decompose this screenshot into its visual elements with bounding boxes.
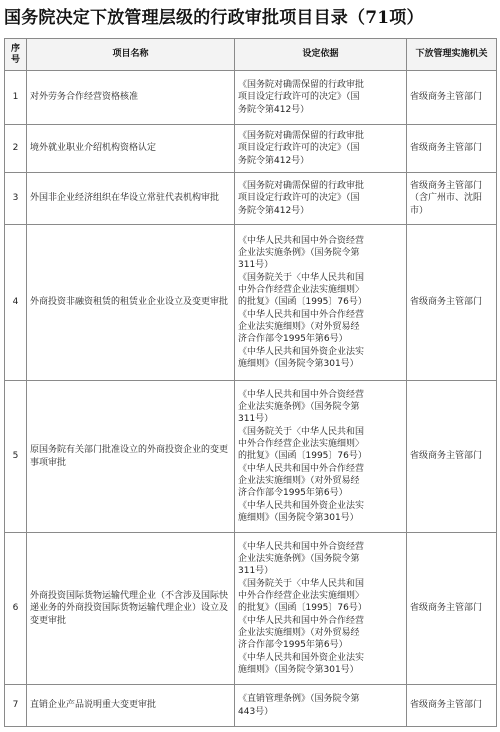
table-row xyxy=(5,381,497,533)
basis-line: 《中华人民共和国中外合作经营 xyxy=(238,615,365,626)
basis-line: 《中华人民共和国外资企业法实 xyxy=(238,500,365,511)
basis-line: 济合作部令1995年第6号） xyxy=(238,640,348,651)
row-agency: 省级商务主管部门 xyxy=(407,71,497,125)
header-basis: 设定依据 xyxy=(235,39,407,71)
row-item-name: 对外劳务合作经营资格核准 xyxy=(27,71,235,125)
row-seq: 2 xyxy=(5,125,27,173)
basis-line: 务院令第412号） xyxy=(238,205,310,216)
basis-line: 企业法实施条例》（国务院令第 xyxy=(238,248,360,259)
basis-line: 443号） xyxy=(238,706,274,717)
table-row xyxy=(5,173,497,225)
basis-line: 的批复》（国函〔1995〕76号） xyxy=(238,451,367,462)
basis-line: 《中华人民共和国中外合资经营 xyxy=(238,389,365,400)
basis-line: 企业法实施细则》（对外贸易经 xyxy=(238,321,360,332)
table-row xyxy=(5,533,497,685)
basis-line: 《中华人民共和国中外合资经营 xyxy=(238,235,365,246)
table-row xyxy=(5,225,497,381)
row-agency: 省级商务主管部门 xyxy=(407,381,497,533)
table-row xyxy=(5,71,497,125)
basis-line: 《中华人民共和国中外合作经营 xyxy=(238,463,365,474)
header-seq: 序号 xyxy=(5,39,27,71)
basis-line: 务院令第412号） xyxy=(238,155,310,166)
basis-line: 项目设定行政许可的决定》（国 xyxy=(238,143,360,154)
row-seq: 3 xyxy=(5,173,27,225)
basis-line: 企业法实施细则》（对外贸易经 xyxy=(238,627,360,638)
row-legal-basis xyxy=(235,685,407,727)
row-agency: 省级商务主管部门 xyxy=(407,685,497,727)
approval-items-table xyxy=(4,38,497,727)
basis-line: 《国务院关于〈中华人民共和国 xyxy=(238,272,365,283)
row-seq: 7 xyxy=(5,685,27,727)
table-row xyxy=(5,125,497,173)
basis-line: 施细则》（国务院令第301号） xyxy=(238,512,359,523)
basis-line: 311号） xyxy=(238,260,274,271)
basis-line: 《中华人民共和国中外合作经营 xyxy=(238,309,365,320)
row-legal-basis xyxy=(235,533,407,685)
basis-line: 济合作部令1995年第6号） xyxy=(238,488,348,499)
row-legal-basis xyxy=(235,381,407,533)
basis-line: 《直销管理条例》（国务院令第 xyxy=(238,694,360,705)
basis-line: 中外合作经营企业法实施细则〉 xyxy=(238,439,365,450)
basis-line: 项目设定行政许可的决定》（国 xyxy=(238,193,360,204)
basis-line: 济合作部令1995年第6号） xyxy=(238,334,348,345)
basis-line: 项目设定行政许可的决定》（国 xyxy=(238,92,360,103)
row-item-name: 外商投资国际货物运输代理企业（不含涉及国际快递业务的外商投资国际货物运输代理企业）设立及变更审批 xyxy=(27,533,235,685)
basis-line: 务院令第412号） xyxy=(238,104,310,115)
header-name: 项目名称 xyxy=(27,39,235,71)
basis-line: 《国务院关于〈中华人民共和国 xyxy=(238,426,365,437)
row-seq: 4 xyxy=(5,225,27,381)
row-item-name: 外商投资非融资租赁的租赁业企业设立及变更审批 xyxy=(27,225,235,381)
basis-line: 《国务院对确需保留的行政审批 xyxy=(238,131,365,142)
header-agency: 下放管理实施机关 xyxy=(407,39,497,71)
row-legal-basis xyxy=(235,225,407,381)
row-seq: 5 xyxy=(5,381,27,533)
basis-line: 《国务院对确需保留的行政审批 xyxy=(238,181,365,192)
basis-line: 企业法实施细则》（对外贸易经 xyxy=(238,475,360,486)
row-item-name: 原国务院有关部门批准设立的外商投资企业的变更事项审批 xyxy=(27,381,235,533)
basis-line: 311号） xyxy=(238,566,274,577)
basis-line: 施细则》（国务院令第301号） xyxy=(238,358,359,369)
basis-line: 企业法实施条例》（国务院令第 xyxy=(238,402,360,413)
row-agency: 省级商务主管部门 xyxy=(407,125,497,173)
row-legal-basis xyxy=(235,173,407,225)
row-seq: 6 xyxy=(5,533,27,685)
basis-line: 《中华人民共和国中外合资经营 xyxy=(238,541,365,552)
row-agency: 省级商务主管部门 xyxy=(407,533,497,685)
row-item-name: 直销企业产品说明重大变更审批 xyxy=(27,685,235,727)
basis-line: 《国务院关于〈中华人民共和国 xyxy=(238,578,365,589)
basis-line: 311号） xyxy=(238,414,274,425)
row-seq: 1 xyxy=(5,71,27,125)
row-agency: 省级商务主管部门 xyxy=(407,225,497,381)
basis-line: 《国务院对确需保留的行政审批 xyxy=(238,80,365,91)
table-row xyxy=(5,685,497,727)
basis-line: 企业法实施条例》（国务院令第 xyxy=(238,554,360,565)
basis-line: 的批复》（国函〔1995〕76号） xyxy=(238,603,367,614)
basis-line: 中外合作经营企业法实施细则〉 xyxy=(238,285,365,296)
basis-line: 中外合作经营企业法实施细则〉 xyxy=(238,591,365,602)
table-body xyxy=(5,71,497,727)
row-item-name: 外国非企业经济组织在华设立常驻代表机构审批 xyxy=(27,173,235,225)
page-title: 国务院决定下放管理层级的行政审批项目目录（71项） xyxy=(4,8,424,28)
row-legal-basis xyxy=(235,125,407,173)
basis-line: 《中华人民共和国外资企业法实 xyxy=(238,346,365,357)
row-agency: 省级商务主管部门（含广州市、沈阳市） xyxy=(407,173,497,225)
basis-line: 《中华人民共和国外资企业法实 xyxy=(238,652,365,663)
row-legal-basis xyxy=(235,71,407,125)
row-item-name: 境外就业职业介绍机构资格认定 xyxy=(27,125,235,173)
table-header-row xyxy=(5,39,497,71)
basis-line: 施细则》（国务院令第301号） xyxy=(238,664,359,675)
basis-line: 的批复》（国函〔1995〕76号） xyxy=(238,297,367,308)
